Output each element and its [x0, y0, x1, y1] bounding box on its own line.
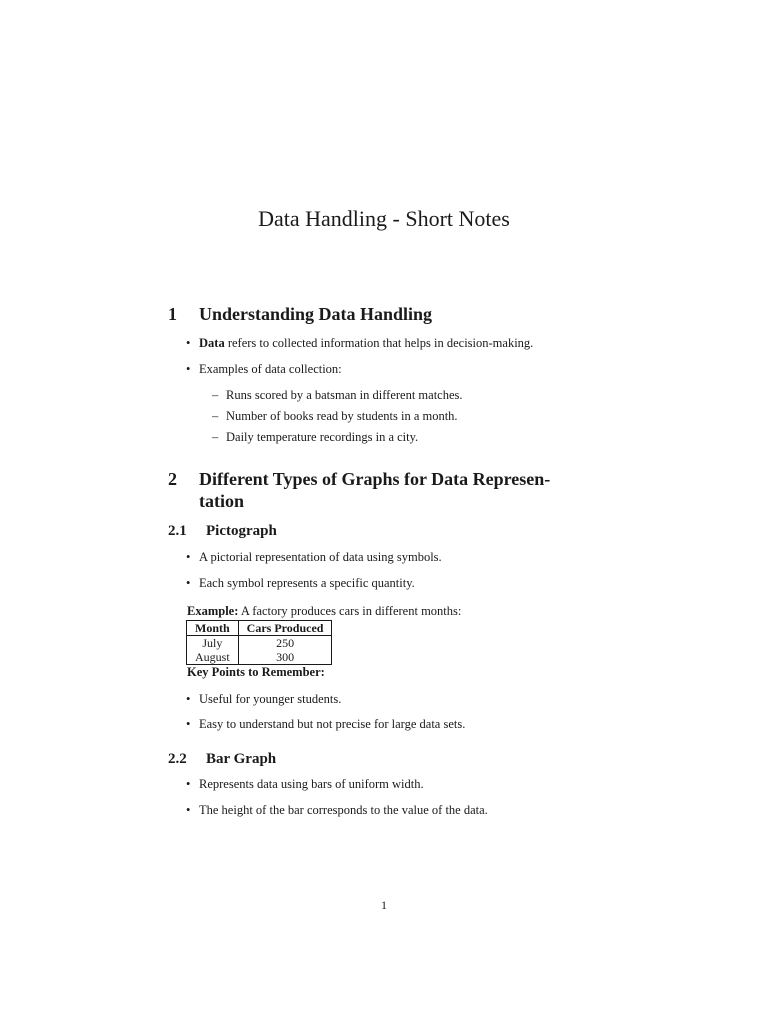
table-cell: August [187, 650, 239, 665]
table-cell: 300 [238, 650, 332, 665]
section-2-heading [168, 469, 550, 490]
bullet-icon: • [186, 717, 191, 731]
key-points-label: Key Points to Remember: [187, 665, 325, 679]
item-text: Each symbol represents a specific quantity. [199, 576, 415, 590]
list-item [186, 692, 341, 707]
subsection-title: Bar Graph [206, 751, 277, 767]
bullet-icon: • [186, 692, 191, 706]
bullet-icon: • [186, 576, 191, 590]
example-text: A factory produces cars in different months: [238, 604, 462, 618]
subsection-title: Pictograph [206, 523, 277, 539]
subsection-2-1-heading [168, 523, 277, 540]
subsection-number: 2.2 [168, 751, 187, 767]
section-1-heading [168, 304, 432, 325]
bullet-icon: • [186, 550, 191, 564]
item-text: Easy to understand but not precise for large data sets. [199, 717, 466, 731]
bullet-icon: • [186, 777, 191, 791]
cars-table [186, 620, 332, 665]
section-2-heading-continued: tation [199, 491, 244, 511]
section-number: 2 [168, 469, 177, 489]
section-title: Different Types of Graphs for Data Represen- [199, 469, 551, 489]
item-text: refers to collected information that helps in decision-making. [224, 336, 534, 350]
section-title: Understanding Data Handling [199, 304, 433, 324]
item-text: Represents data using bars of uniform width. [199, 777, 424, 791]
item-text: Examples of data collection: [199, 362, 342, 376]
item-text: Number of books read by students in a month. [226, 409, 458, 423]
subsection-number: 2.1 [168, 523, 187, 539]
list-item [186, 803, 488, 818]
sub-list-item [212, 430, 418, 445]
section-number: 1 [168, 304, 177, 324]
list-item [186, 777, 424, 792]
table-header: Cars Produced [238, 621, 332, 636]
dash-icon: – [212, 409, 219, 423]
table-header: Month [187, 621, 239, 636]
bullet-icon: • [186, 336, 191, 350]
example-label: Example: [187, 604, 239, 618]
dash-icon: – [212, 430, 219, 444]
item-text: The height of the bar corresponds to the value of the data. [199, 803, 488, 817]
table-row [187, 650, 332, 665]
bullet-icon: • [186, 803, 191, 817]
sub-list-item [212, 409, 458, 424]
table-header-row [187, 621, 332, 636]
item-text: Daily temperature recordings in a city. [226, 430, 419, 444]
sub-list-item [212, 388, 463, 403]
example-line [187, 604, 461, 619]
bold-term: Data [199, 336, 225, 350]
list-item [186, 576, 415, 591]
list-item [186, 336, 533, 351]
subsection-2-2-heading [168, 751, 276, 768]
table-row [187, 636, 332, 651]
page-number: 1 [381, 898, 387, 912]
document-title: Data Handling - Short Notes [258, 206, 510, 231]
list-item [186, 717, 465, 732]
bullet-icon: • [186, 362, 191, 376]
item-text: Useful for younger students. [199, 692, 342, 706]
table-cell: July [187, 636, 239, 651]
item-text: A pictorial representation of data using symbols. [199, 550, 442, 564]
list-item [186, 362, 342, 377]
list-item [186, 550, 442, 565]
table-cell: 250 [238, 636, 332, 651]
item-text: Runs scored by a batsman in different matches. [226, 388, 463, 402]
dash-icon: – [212, 388, 219, 402]
